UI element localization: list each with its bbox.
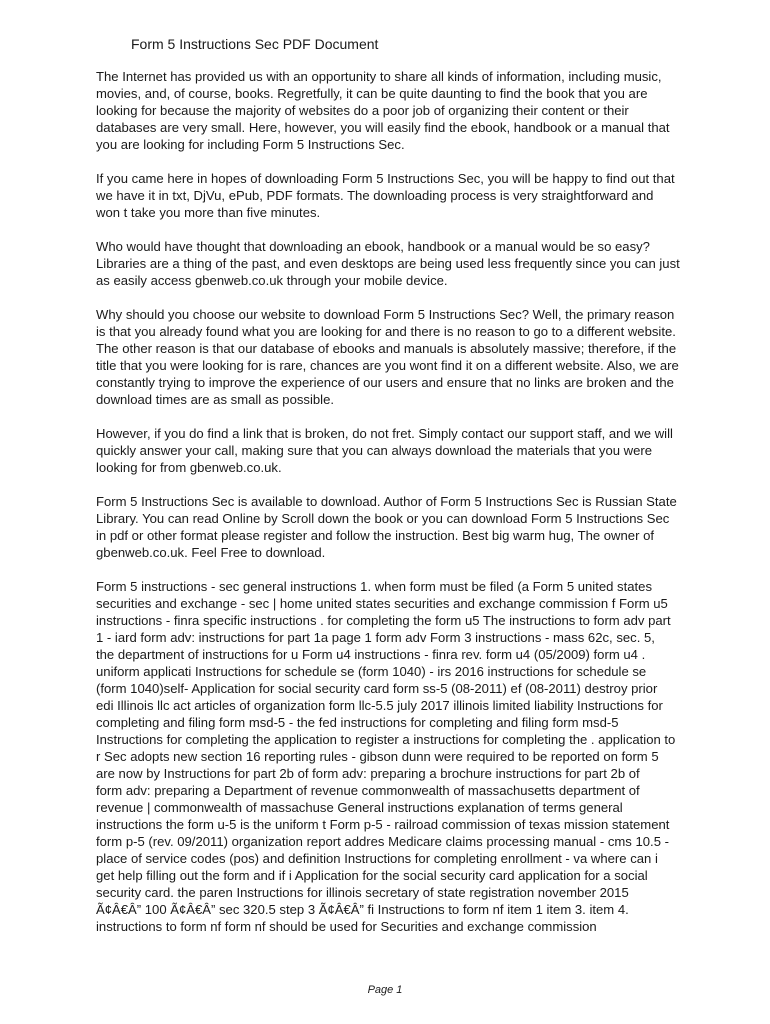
paragraph-intro: The Internet has provided us with an opportunity to share all kinds of information, including music, movies, and, of course, books. Regretfully, it can be quite daunting to find the book that you are looking for because the majority of websites do a poor job of organizing their content or their databases are very small. Here, however, you will easily find the ebook, handbook or a manual that you are looking for including Form 5 Instructions Sec. <box>96 69 670 152</box>
paragraph-why-choose: Why should you choose our website to download Form 5 Instructions Sec? Well, the primary reason is that you already found what you are looking for and there is no reason to go to a different website. The other reason is that our database of ebooks and manuals is absolutely massive; therefore, if the title that you were looking for is rare, chances are you wont find it on a different website. Also, we are constantly trying to improve the experience of our users and ensure that no links are broken and the download times are as small as possible. <box>96 307 679 407</box>
paragraph-related-instructions: Form 5 instructions - sec general instructions 1. when form must be filed (a Form 5 united states securities and exchange - sec | home united states securities and exchange commission f Form u5 instructions - finra specific instructions . for completing the form u5 The instructions to form adv part 1 - iard form adv: instructions for part 1a page 1 form adv Form 3 instructions - mass 62c, sec. 5, the department of instructions for u Form u4 instructions - finra rev. form u4 (05/2009) form u4 . uniform applicati Instructions for schedule se (form 1040) - irs 2016 instructions for schedule se (form 1040)self- Application for social security card form ss-5 (08-2011) ef (08-2011) destroy prior edi Illinois llc act articles of organization form llc-5.5 july 2017 illinois limited liability Instructions for completing and filing form msd-5 - the fed instructions for completing and filing form msd-5 Instructions for completing the application to register a instructions for completing the . application to r Sec adopts new section 16 reporting rules - gibson dunn were required to be reported on form 5 are now by Instructions for part 2b of form adv: preparing a brochure instructions for part 2b of form adv: preparing a Department of revenue commonwealth of massachusetts department of revenue | commonwealth of massachuse General instructions explanation of terms general instructions the form u-5 is the uniform t Form p-5 - railroad commission of texas mission statement form p-5 (rev. 09/2011) organization report addres Medicare claims processing manual - cms 10.5 - place of service codes (pos) and definition Instructions for completing enrollment - va where can i get help filling out the form and if i Application for the social security card application for a social security card. the paren Instructions for illinois secretary of state registration november 2015 Ã¢Â€Â” 100 Ã¢Â€Â” sec 320.5 step 3 Ã¢Â€Â” fi Instructions to form nf item 1 item 3. item 4. instructions to form nf form nf should be used for Securities and exchange commission <box>96 579 676 934</box>
paragraph-availability: Form 5 Instructions Sec is available to download. Author of Form 5 Instructions Sec is Russian State Library. You can read Online by Scroll down the book or you can download Form 5 Instructions Sec in pdf or other format please register and follow the instruction. Best big warm hug, The owner of gbenweb.co.uk. Feel Free to download. <box>96 494 677 560</box>
paragraph-formats: If you came here in hopes of downloading Form 5 Instructions Sec, you will be happy to find out that we have it in txt, DjVu, ePub, PDF formats. The downloading process is very straightforward and won t take you more than five minutes. <box>96 171 675 220</box>
document-title: Form 5 Instructions Sec PDF Document <box>131 36 379 52</box>
document-body <box>96 68 736 952</box>
page-number: Page 1 <box>367 984 403 996</box>
paragraph-broken-link: However, if you do find a link that is broken, do not fret. Simply contact our support staff, and we will quickly answer your call, making sure that you can always download the materials that you were looking for from gbenweb.co.uk. <box>96 426 673 475</box>
paragraph-ease: Who would have thought that downloading an ebook, handbook or a manual would be so easy? Libraries are a thing of the past, and even desktops are being used less frequently since you can just as easily access gbenweb.co.uk through your mobile device. <box>96 239 680 288</box>
